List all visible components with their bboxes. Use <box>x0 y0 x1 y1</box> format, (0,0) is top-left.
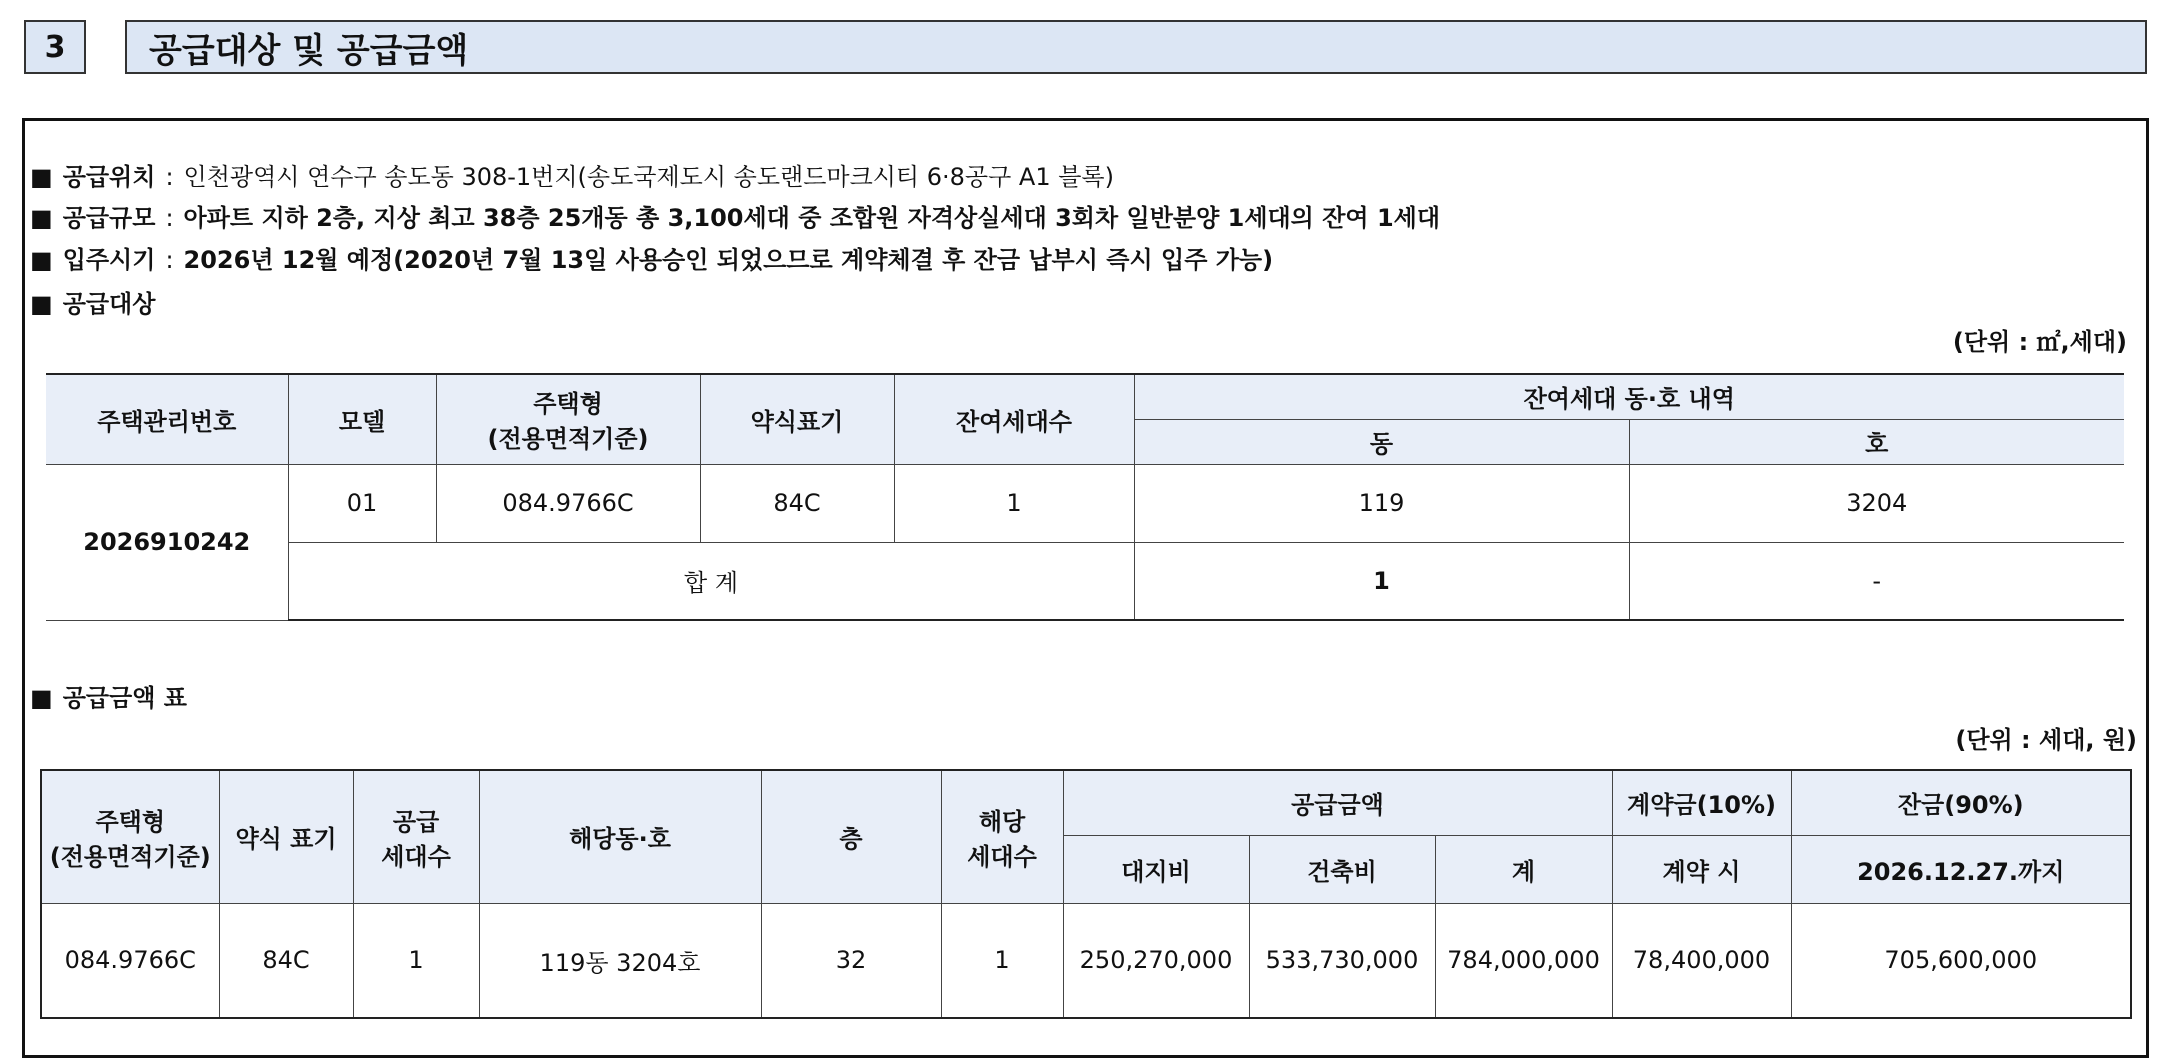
abbr-cell: 84C <box>700 464 894 542</box>
bullet-square: ■ <box>30 163 53 191</box>
info-location-value: 인천광역시 연수구 송도동 308-1번지(송도국제도시 송도랜드마크시티 6·8공구 A1 블록) <box>183 163 1114 191</box>
header-type <box>436 374 700 464</box>
abbr-cell: 84C <box>219 903 353 1018</box>
header-type-line2: (전용면적기준) <box>49 842 211 871</box>
info-scale-label: 공급규모 <box>62 204 156 232</box>
info-move-in <box>30 244 1273 276</box>
total-row <box>46 542 2124 620</box>
type-cell: 084.9766C <box>436 464 700 542</box>
unit-cell: 119동 3204호 <box>479 903 761 1018</box>
header-land: 대지비 <box>1063 835 1249 903</box>
header-ho: 호 <box>1629 419 2124 464</box>
header-building: 건축비 <box>1249 835 1435 903</box>
header-deposit-when: 계약 시 <box>1612 835 1791 903</box>
table-row <box>41 903 2131 1018</box>
bullet-square: ■ <box>30 684 53 712</box>
price-header-row <box>41 770 2131 835</box>
mgmt-no-cell: 2026910242 <box>46 464 288 620</box>
balance-cell: 705,600,000 <box>1791 903 2131 1018</box>
bullet-square: ■ <box>30 246 53 274</box>
remaining-cell: 1 <box>894 464 1134 542</box>
header-supply-line2: 세대수 <box>381 842 451 871</box>
table-row <box>46 464 2124 542</box>
land-cell: 250,270,000 <box>1063 903 1249 1018</box>
header-mgmt-no: 주택관리번호 <box>46 374 288 464</box>
info-move-in-label: 입주시기 <box>62 246 156 274</box>
info-separator: : <box>165 246 174 274</box>
header-deposit: 계약금(10%) <box>1612 770 1791 835</box>
header-dong: 동 <box>1134 419 1629 464</box>
ho-cell: 3204 <box>1629 464 2124 542</box>
info-location <box>30 161 1114 193</box>
section-number: 3 <box>24 20 86 74</box>
header-supply-count <box>353 770 479 903</box>
price-heading-label: 공급금액 표 <box>62 684 187 712</box>
price-heading <box>30 682 187 714</box>
building-cell: 533,730,000 <box>1249 903 1435 1018</box>
info-separator: : <box>165 163 174 191</box>
header-unit: 해당동·호 <box>479 770 761 903</box>
info-separator: : <box>165 204 174 232</box>
price-unit-note: (단위 : 세대, 원) <box>1955 726 2137 754</box>
type-cell: 084.9766C <box>41 903 219 1018</box>
total-count: 1 <box>1134 542 1629 620</box>
header-abbr: 약식 표기 <box>219 770 353 903</box>
price-table <box>40 769 2132 1019</box>
header-abbr: 약식표기 <box>700 374 894 464</box>
header-type-line1: 주택형 <box>95 807 166 836</box>
info-move-in-value: 2026년 12월 예정(2020년 7월 13일 사용승인 되었으므로 계약체결 후 잔금 납부시 즉시 입주 가능) <box>183 246 1274 274</box>
supply-unit-note: (단위 : ㎡,세대) <box>1952 328 2127 356</box>
supply-table <box>46 373 2124 621</box>
info-target-label: 공급대상 <box>62 290 156 318</box>
dong-cell: 119 <box>1134 464 1629 542</box>
header-count-line1: 해당 <box>978 807 1026 836</box>
header-balance-when: 2026.12.27.까지 <box>1791 835 2131 903</box>
header-count-line2: 세대수 <box>967 842 1037 871</box>
total-detail: - <box>1629 542 2124 620</box>
supply-header-row <box>46 374 2124 419</box>
header-sum: 계 <box>1435 835 1612 903</box>
header-model: 모델 <box>288 374 436 464</box>
info-scale-value: 아파트 지하 2층, 지상 최고 38층 25개동 총 3,100세대 중 조합원 자격상실세대 3회차 일반분양 1세대의 잔여 1세대 <box>183 204 1441 232</box>
header-type-line1: 주택형 <box>533 390 603 419</box>
bullet-square: ■ <box>30 204 53 232</box>
header-remaining: 잔여세대수 <box>894 374 1134 464</box>
info-scale <box>30 202 1440 234</box>
info-target <box>30 288 155 320</box>
header-amount: 공급금액 <box>1063 770 1612 835</box>
model-cell: 01 <box>288 464 436 542</box>
header-type <box>41 770 219 903</box>
header-balance: 잔금(90%) <box>1791 770 2131 835</box>
sum-cell: 784,000,000 <box>1435 903 1612 1018</box>
info-location-label: 공급위치 <box>62 163 156 191</box>
section-title: 공급대상 및 공급금액 <box>125 20 2147 74</box>
header-unit-count <box>941 770 1063 903</box>
total-label: 합 계 <box>288 542 1134 620</box>
header-type-line2: (전용면적기준) <box>487 425 649 454</box>
header-detail: 잔여세대 동·호 내역 <box>1134 374 2124 419</box>
bullet-square: ■ <box>30 290 53 318</box>
header-supply-line1: 공급 <box>392 807 440 836</box>
floor-cell: 32 <box>761 903 941 1018</box>
deposit-cell: 78,400,000 <box>1612 903 1791 1018</box>
supply-cell: 1 <box>353 903 479 1018</box>
count-cell: 1 <box>941 903 1063 1018</box>
header-floor: 층 <box>761 770 941 903</box>
